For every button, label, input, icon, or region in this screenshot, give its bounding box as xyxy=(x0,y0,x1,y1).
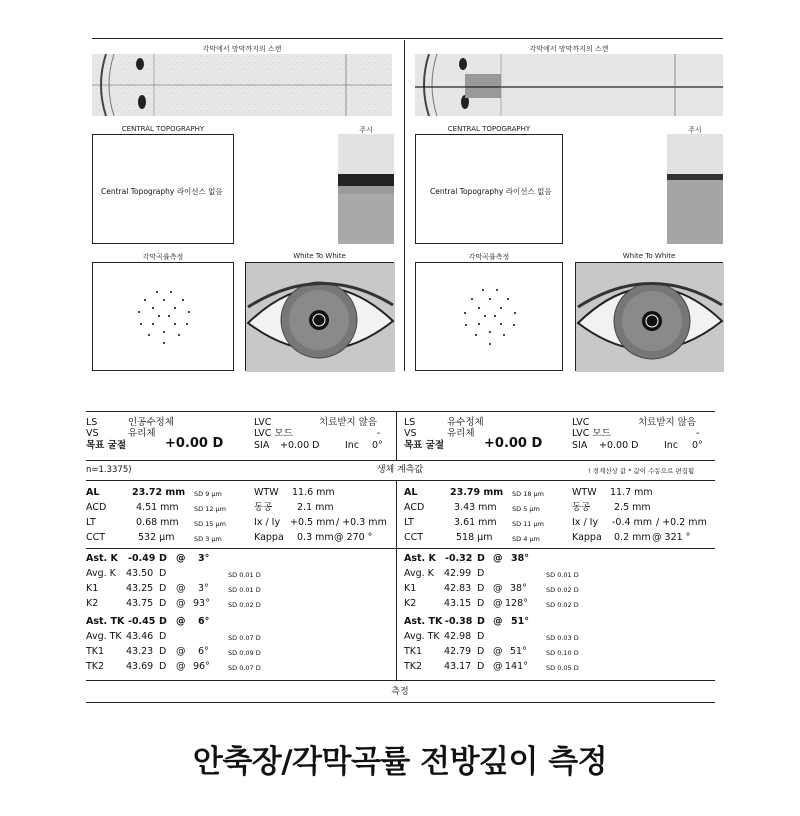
asttk-angle: 6° xyxy=(198,616,210,627)
k2-at: @ xyxy=(493,598,503,609)
avgtk-sd: SD 0.07 D xyxy=(228,634,261,642)
lt-label: LT xyxy=(404,517,414,528)
fixation-image-left xyxy=(338,134,394,244)
asttk-value: -0.45 xyxy=(128,616,156,627)
asttk-unit: D xyxy=(477,616,485,627)
al-label: AL xyxy=(404,487,418,498)
w2w-caption-left: White To White xyxy=(293,252,346,260)
avgk-label: Avg. K xyxy=(404,568,434,579)
avgk-value: 42.99 xyxy=(444,568,472,579)
avgtk-unit: D xyxy=(477,631,485,642)
kappa-angle: @ 321 ° xyxy=(652,532,691,543)
kappa-label: Kappa xyxy=(572,532,602,543)
asttk-angle: 51° xyxy=(511,616,529,627)
pupil-value: 2.1 mm xyxy=(297,502,334,513)
ls-value: 유수정체 xyxy=(447,417,484,428)
acd-sd: SD 5 µm xyxy=(512,505,540,513)
asttk-label: Ast. TK xyxy=(404,616,443,627)
al-label: AL xyxy=(86,487,100,498)
tk1-sd: SD 0.10 D xyxy=(546,649,579,657)
k1-angle: 38° xyxy=(510,583,527,594)
pupil-label: 동공 xyxy=(572,502,591,513)
cct-value: 518 µm xyxy=(456,532,493,543)
header-top-rule xyxy=(86,411,715,412)
k1-unit: D xyxy=(477,583,485,594)
astk-value: -0.49 xyxy=(128,553,156,564)
k2-angle: 93° xyxy=(193,598,210,609)
keratometry-box-right xyxy=(415,262,563,371)
footer-bottom-rule xyxy=(86,702,715,703)
asttk-label: Ast. TK xyxy=(86,616,125,627)
sia-label: SIA xyxy=(572,440,588,451)
lvc-mode-label: LVC 모드 xyxy=(254,428,293,439)
avgk-value: 43.50 xyxy=(126,568,154,579)
lvc-mode-value: - xyxy=(696,428,700,439)
k2-label: K2 xyxy=(404,598,417,609)
white-to-white-image-right xyxy=(575,262,723,371)
vs-label: VS xyxy=(86,428,99,439)
inc-value: 0° xyxy=(692,440,703,451)
acd-label: ACD xyxy=(404,502,425,513)
acd-value: 4.51 mm xyxy=(136,502,179,513)
tk2-unit: D xyxy=(477,661,485,672)
k1-at: @ xyxy=(176,583,186,594)
avgk-label: Avg. K xyxy=(86,568,116,579)
lt-label: LT xyxy=(86,517,96,528)
tk1-label: TK1 xyxy=(404,646,423,657)
asttk-value: -0.38 xyxy=(445,616,473,627)
tk1-unit: D xyxy=(477,646,485,657)
keratometry-dots xyxy=(93,263,235,372)
footer-top-rule xyxy=(86,680,715,681)
tk1-label: TK1 xyxy=(86,646,105,657)
k1-value: 43.25 xyxy=(126,583,154,594)
top-rule xyxy=(92,38,723,39)
avgtk-value: 42.98 xyxy=(444,631,472,642)
lvc-value: 치료받지 않음 xyxy=(638,417,697,428)
kappa-value: 0.3 mm xyxy=(297,532,334,543)
ixiy-value-y: / +0.2 mm xyxy=(656,517,707,528)
lvc-label: LVC xyxy=(254,417,272,428)
tk1-at: @ xyxy=(493,646,503,657)
target-refraction-value: +0.00 D xyxy=(484,436,543,451)
cct-sd: SD 4 µm xyxy=(512,535,540,543)
astk-angle: 38° xyxy=(511,553,529,564)
legend-note: ! 경계선상 값 * 값이 수동으로 편집됨 xyxy=(588,467,695,475)
kerato-caption-right: 각막곡률측정 xyxy=(468,253,510,261)
tk1-value: 42.79 xyxy=(444,646,472,657)
wtw-value: 11.7 mm xyxy=(610,487,653,498)
k1-sd: SD 0.02 D xyxy=(546,586,579,594)
ixiy-label: Ix / Iy xyxy=(572,517,599,528)
tk2-value: 43.17 xyxy=(444,661,472,672)
sia-value: +0.00 D xyxy=(280,440,320,451)
center-divider-biometry xyxy=(396,480,397,680)
al-sd: SD 18 µm xyxy=(512,490,545,498)
asttk-unit: D xyxy=(159,616,167,627)
lvc-label: LVC xyxy=(572,417,590,428)
k2-label: K2 xyxy=(86,598,99,609)
avgtk-unit: D xyxy=(159,631,167,642)
biometry-scan-left xyxy=(92,54,392,116)
tk2-label: TK2 xyxy=(404,661,423,672)
tk2-angle: 96° xyxy=(193,661,210,672)
avgk-sd: SD 0.01 D xyxy=(546,571,579,579)
astk-label: Ast. K xyxy=(86,553,118,564)
biometry-scan-right xyxy=(415,54,723,116)
eye-photo-graphic xyxy=(576,263,724,372)
wtw-label: WTW xyxy=(254,487,279,498)
vs-label: VS xyxy=(404,428,417,439)
k2-at: @ xyxy=(176,598,186,609)
biometry-title: 생체 계측값 xyxy=(376,465,424,475)
ixiy-value-x: +0.5 mm xyxy=(290,517,335,528)
asttk-at: @ xyxy=(176,616,186,627)
kappa-value: 0.2 mm xyxy=(614,532,651,543)
scan-graphic xyxy=(415,54,723,116)
vs-value: 유리체 xyxy=(447,428,475,439)
k1-label: K1 xyxy=(86,583,99,594)
bio-title-top-rule xyxy=(86,460,715,461)
eye-photo-graphic xyxy=(246,263,395,372)
kappa-angle: @ 270 ° xyxy=(334,532,373,543)
white-to-white-image-left xyxy=(245,262,394,371)
avgk-sd: SD 0.01 D xyxy=(228,571,261,579)
avgtk-sd: SD 0.03 D xyxy=(546,634,579,642)
al-sd: SD 9 µm xyxy=(194,490,222,498)
tk2-label: TK2 xyxy=(86,661,105,672)
astk-unit: D xyxy=(159,553,167,564)
tk2-at: @ xyxy=(493,661,503,672)
tk1-angle: 51° xyxy=(510,646,527,657)
avgtk-label: Avg. TK xyxy=(86,631,122,642)
ls-label: LS xyxy=(86,417,98,428)
k1-angle: 3° xyxy=(198,583,209,594)
w2w-caption-right: White To White xyxy=(622,252,676,260)
ls-label: LS xyxy=(404,417,416,428)
astk-value: -0.32 xyxy=(445,553,473,564)
fixation-caption-left: 주시 xyxy=(359,126,373,134)
astk-unit: D xyxy=(477,553,485,564)
lt-sd: SD 11 µm xyxy=(512,520,545,528)
vs-value: 유리체 xyxy=(128,428,156,439)
topo-caption-right: CENTRAL TOPOGRAPHY xyxy=(447,125,531,133)
cct-sd: SD 3 µm xyxy=(194,535,222,543)
wtw-label: WTW xyxy=(572,487,597,498)
wtw-value: 11.6 mm xyxy=(292,487,335,498)
al-value: 23.79 mm xyxy=(450,487,504,498)
scan-graphic xyxy=(92,54,392,116)
avgtk-label: Avg. TK xyxy=(404,631,440,642)
astk-at: @ xyxy=(493,553,503,564)
k1-sd: SD 0.01 D xyxy=(228,586,261,594)
lt-value: 3.61 mm xyxy=(454,517,497,528)
topography-box-right xyxy=(415,134,563,244)
fixation-graphic xyxy=(338,134,394,244)
tk2-angle: 141° xyxy=(505,661,528,672)
scan-caption-right: 각막에서 망막까지의 스캔 xyxy=(529,45,609,53)
k2-value: 43.15 xyxy=(444,598,472,609)
scan-caption-left: 각막에서 망막까지의 스캔 xyxy=(202,45,282,53)
page-title: 안축장/각막곡률 전방깊이 측정 xyxy=(192,744,608,780)
al-value: 23.72 mm xyxy=(132,487,186,498)
acd-label: ACD xyxy=(86,502,107,513)
target-refraction-label: 목표 굴절 xyxy=(404,440,445,451)
ls-value: 인공수정체 xyxy=(128,417,174,428)
k2-sd: SD 0.02 D xyxy=(546,601,579,609)
tk2-sd: SD 0.07 D xyxy=(228,664,261,672)
pupil-label: 동공 xyxy=(254,502,273,513)
acd-value: 3.43 mm xyxy=(454,502,497,513)
lvc-mode-value: - xyxy=(377,428,381,439)
k2-unit: D xyxy=(159,598,167,609)
k1-at: @ xyxy=(493,583,503,594)
fixation-graphic xyxy=(667,134,723,244)
ixiy-value-y: / +0.3 mm xyxy=(336,517,387,528)
lt-sd: SD 15 µm xyxy=(194,520,227,528)
k1-label: K1 xyxy=(404,583,417,594)
target-refraction-label: 목표 굴절 xyxy=(86,440,127,451)
target-refraction-value: +0.00 D xyxy=(165,436,224,451)
tk1-angle: 6° xyxy=(198,646,209,657)
inc-label: Inc xyxy=(664,440,679,451)
tk1-sd: SD 0.09 D xyxy=(228,649,261,657)
topography-box-left xyxy=(92,134,234,244)
keratometry-top-rule xyxy=(86,548,715,549)
measurement-caption: 측정 xyxy=(391,687,409,697)
cct-label: CCT xyxy=(86,532,106,543)
tk2-value: 43.69 xyxy=(126,661,154,672)
astk-at: @ xyxy=(176,553,186,564)
asttk-at: @ xyxy=(493,616,503,627)
sia-label: SIA xyxy=(254,440,270,451)
keratometry-box-left xyxy=(92,262,234,371)
tk1-at: @ xyxy=(176,646,186,657)
ixiy-label: Ix / Iy xyxy=(254,517,281,528)
tk2-sd: SD 0.05 D xyxy=(546,664,579,672)
k2-angle: 128° xyxy=(505,598,528,609)
center-divider-top xyxy=(404,40,405,371)
tk1-unit: D xyxy=(159,646,167,657)
topo-license-message-left: Central Topography 라이선스 없음 xyxy=(101,187,223,196)
avgtk-value: 43.46 xyxy=(126,631,154,642)
bio-title-bottom-rule xyxy=(86,480,715,481)
refractive-index-note: n=1.3375) xyxy=(86,465,132,475)
acd-sd: SD 12 µm xyxy=(194,505,227,513)
pupil-value: 2.5 mm xyxy=(614,502,651,513)
topo-license-message-right: Central Topography 라이선스 없음 xyxy=(430,187,552,196)
avgk-unit: D xyxy=(477,568,485,579)
tk1-value: 43.23 xyxy=(126,646,154,657)
lvc-value: 치료받지 않음 xyxy=(319,417,378,428)
k1-unit: D xyxy=(159,583,167,594)
tk2-at: @ xyxy=(176,661,186,672)
k1-value: 42.83 xyxy=(444,583,472,594)
k2-value: 43.75 xyxy=(126,598,154,609)
k2-unit: D xyxy=(477,598,485,609)
cct-value: 532 µm xyxy=(138,532,175,543)
tk2-unit: D xyxy=(159,661,167,672)
cct-label: CCT xyxy=(404,532,424,543)
avgk-unit: D xyxy=(159,568,167,579)
keratometry-dots xyxy=(416,263,564,372)
inc-value: 0° xyxy=(372,440,383,451)
lt-value: 0.68 mm xyxy=(136,517,179,528)
astk-label: Ast. K xyxy=(404,553,436,564)
inc-label: Inc xyxy=(345,440,360,451)
center-divider-header xyxy=(396,411,397,460)
ixiy-value-x: -0.4 mm xyxy=(612,517,653,528)
lvc-mode-label: LVC 모드 xyxy=(572,428,611,439)
astk-angle: 3° xyxy=(198,553,210,564)
fixation-image-right xyxy=(667,134,723,244)
kappa-label: Kappa xyxy=(254,532,284,543)
fixation-caption-right: 주시 xyxy=(688,126,702,134)
k2-sd: SD 0.02 D xyxy=(228,601,261,609)
kerato-caption-left: 각막곡률측정 xyxy=(142,253,184,261)
topo-caption-left: CENTRAL TOPOGRAPHY xyxy=(121,125,205,133)
sia-value: +0.00 D xyxy=(599,440,639,451)
